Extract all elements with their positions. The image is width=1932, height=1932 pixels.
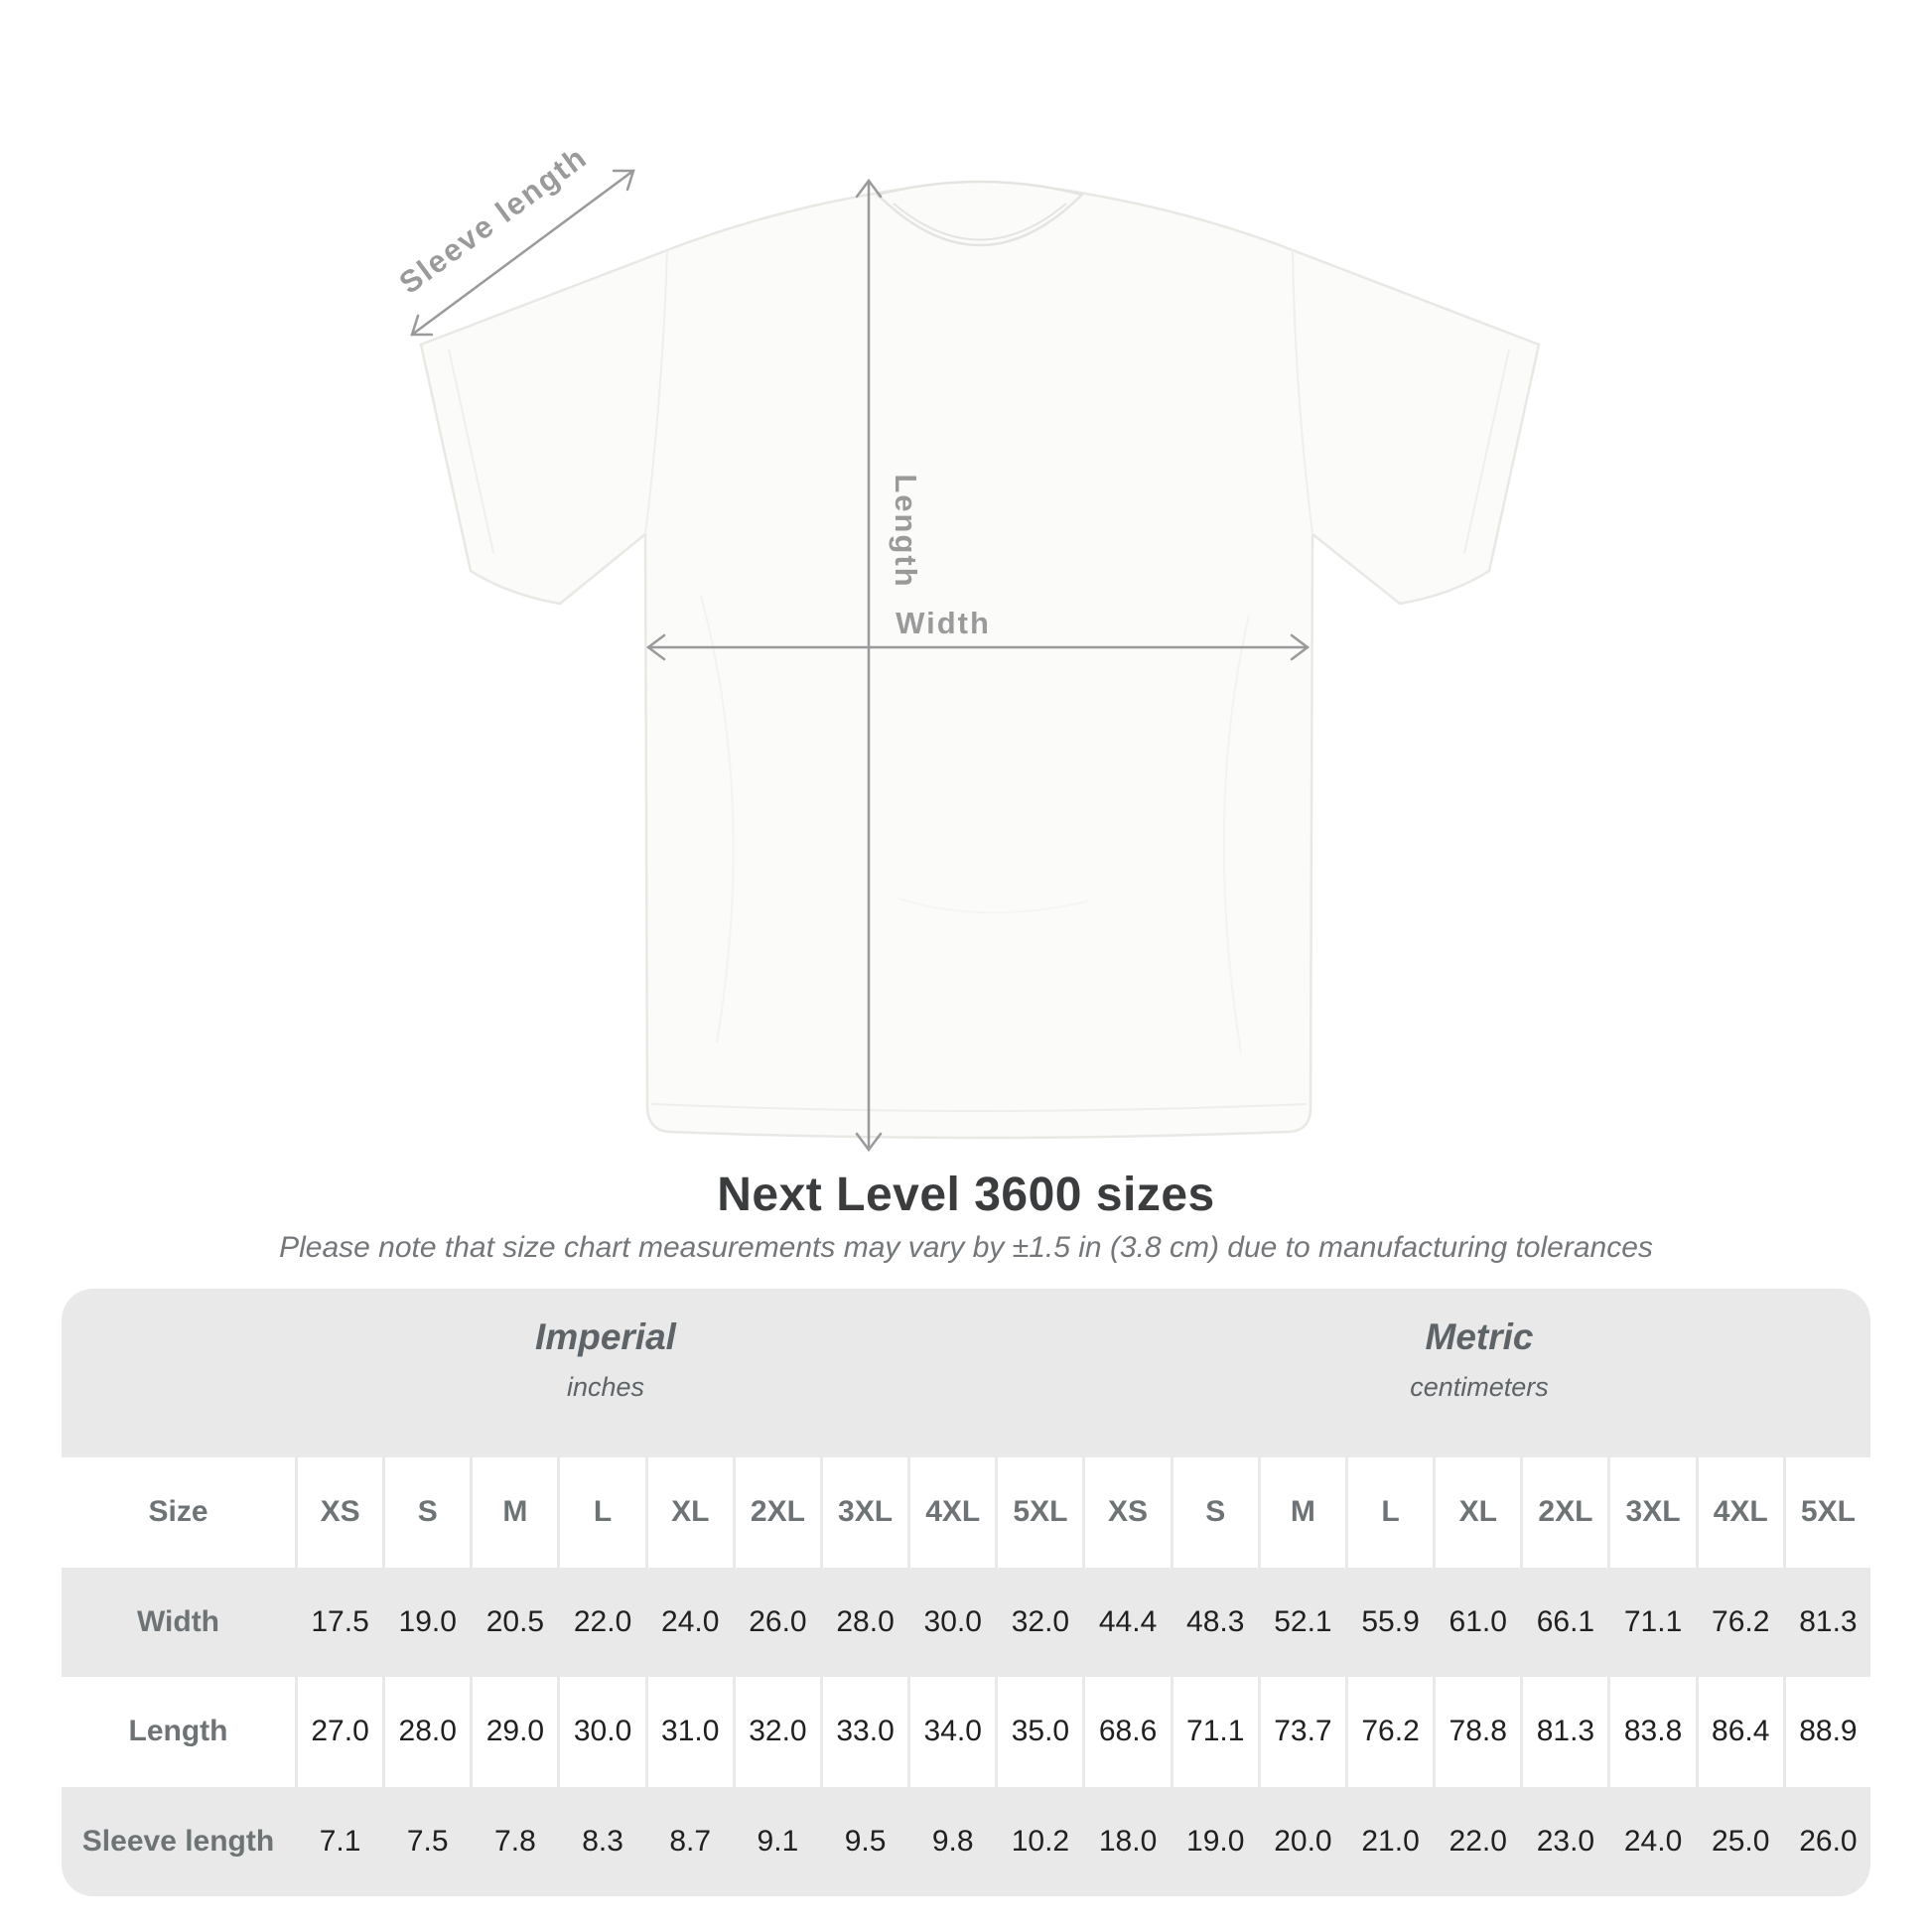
- table-cell: 26.0: [749, 1604, 807, 1638]
- column-header: L: [560, 1457, 644, 1568]
- table-cell: 81.3: [1799, 1604, 1858, 1638]
- table-cell: 22.0: [573, 1604, 632, 1638]
- column-header: XS: [1085, 1457, 1170, 1568]
- column-header: 2XL: [1523, 1457, 1607, 1568]
- table-cell: 32.0: [1011, 1604, 1070, 1638]
- metric-sublabel: centimeters: [1410, 1372, 1549, 1402]
- table-cell: 61.0: [1449, 1604, 1507, 1638]
- table-cell: 7.5: [406, 1824, 449, 1858]
- column-header: XS: [298, 1457, 382, 1568]
- column-header: M: [473, 1457, 557, 1568]
- column-header: S: [385, 1457, 470, 1568]
- table-cell: 7.8: [494, 1824, 536, 1858]
- table-cell: 76.2: [1712, 1604, 1770, 1638]
- table-cell: 68.6: [1085, 1677, 1170, 1787]
- table-cell: 21.0: [1361, 1824, 1420, 1858]
- metric-label: Metric: [1425, 1316, 1534, 1357]
- table-cell: 9.1: [757, 1824, 799, 1858]
- column-header: 4XL: [1699, 1457, 1783, 1568]
- table-cell: 19.0: [398, 1604, 457, 1638]
- table-cell: 73.7: [1261, 1677, 1345, 1787]
- column-header: L: [1348, 1457, 1433, 1568]
- table-cell: 44.4: [1098, 1604, 1158, 1638]
- page-subtitle: Please note that size chart measurements may vary by ±1.5 in (3.8 cm) due to manufacturing tolerances: [279, 1231, 1653, 1264]
- table-cell: 24.0: [1623, 1824, 1683, 1858]
- column-header: 5XL: [1786, 1457, 1870, 1568]
- table-cell: 71.1: [1173, 1677, 1258, 1787]
- unit-group-imperial: [535, 1316, 676, 1403]
- column-header: 3XL: [823, 1457, 907, 1568]
- imperial-sublabel: inches: [566, 1372, 645, 1402]
- table-cell: 33.0: [823, 1677, 907, 1787]
- table-cell: 35.0: [998, 1677, 1082, 1787]
- table-cell: 55.9: [1361, 1604, 1420, 1638]
- table-cell: 26.0: [1799, 1824, 1858, 1858]
- table-cell: 8.3: [582, 1824, 623, 1858]
- column-header: 3XL: [1610, 1457, 1695, 1568]
- table-cell: 28.0: [385, 1677, 470, 1787]
- table-cell: 7.1: [319, 1824, 361, 1858]
- table-cell: 22.0: [1449, 1824, 1507, 1858]
- table-cell: 24.0: [661, 1604, 720, 1638]
- row-header: Width: [136, 1604, 220, 1638]
- table-cell: 31.0: [648, 1677, 733, 1787]
- table-cell: 9.5: [844, 1824, 887, 1858]
- imperial-label: Imperial: [535, 1316, 676, 1357]
- table-cell: 29.0: [473, 1677, 557, 1787]
- table-cell: 78.8: [1436, 1677, 1520, 1787]
- row-header-size: Size: [62, 1457, 295, 1568]
- table-cell: 76.2: [1348, 1677, 1433, 1787]
- length-label: Length: [889, 474, 923, 589]
- unit-group-metric: [1410, 1316, 1549, 1403]
- column-header: M: [1261, 1457, 1345, 1568]
- table-cell: 48.3: [1186, 1604, 1245, 1638]
- size-table-grid: [62, 1457, 1870, 1896]
- table-cell: 28.0: [836, 1604, 895, 1638]
- table-cell: 10.2: [1011, 1824, 1070, 1858]
- sleeve-length-label: Sleeve length: [392, 139, 594, 301]
- column-header: 5XL: [998, 1457, 1082, 1568]
- column-header: 2XL: [736, 1457, 820, 1568]
- tshirt-illustration: [421, 182, 1539, 1138]
- column-header: XL: [648, 1457, 733, 1568]
- table-cell: 30.0: [560, 1677, 644, 1787]
- table-cell: 32.0: [736, 1677, 820, 1787]
- table-cell: 20.0: [1274, 1824, 1332, 1858]
- column-header: S: [1173, 1457, 1258, 1568]
- table-cell: 23.0: [1536, 1824, 1595, 1858]
- table-cell: 81.3: [1523, 1677, 1607, 1787]
- table-cell: 52.1: [1274, 1604, 1332, 1638]
- width-label: Width: [896, 606, 991, 640]
- unit-band: [62, 1289, 1870, 1457]
- table-cell: 86.4: [1699, 1677, 1783, 1787]
- table-cell: 27.0: [298, 1677, 382, 1787]
- table-cell: 34.0: [910, 1677, 995, 1787]
- table-cell: 83.8: [1610, 1677, 1695, 1787]
- table-cell: 25.0: [1712, 1824, 1770, 1858]
- table-cell: 71.1: [1623, 1604, 1683, 1638]
- column-header: 4XL: [910, 1457, 995, 1568]
- table-cell: 9.8: [931, 1824, 974, 1858]
- table-cell: 66.1: [1536, 1604, 1595, 1638]
- page-title: Next Level 3600 sizes: [717, 1169, 1215, 1221]
- table-cell: 20.5: [485, 1604, 545, 1638]
- table-cell: 19.0: [1186, 1824, 1245, 1858]
- size-table: [62, 1289, 1870, 1896]
- row-header: Sleeve length: [81, 1824, 275, 1858]
- table-cell: 18.0: [1098, 1824, 1158, 1858]
- table-cell: 30.0: [923, 1604, 982, 1638]
- table-cell: 88.9: [1786, 1677, 1870, 1787]
- table-cell: 8.7: [669, 1824, 712, 1858]
- row-header: Length: [62, 1677, 295, 1787]
- column-header: XL: [1436, 1457, 1520, 1568]
- table-cell: 17.5: [311, 1604, 369, 1638]
